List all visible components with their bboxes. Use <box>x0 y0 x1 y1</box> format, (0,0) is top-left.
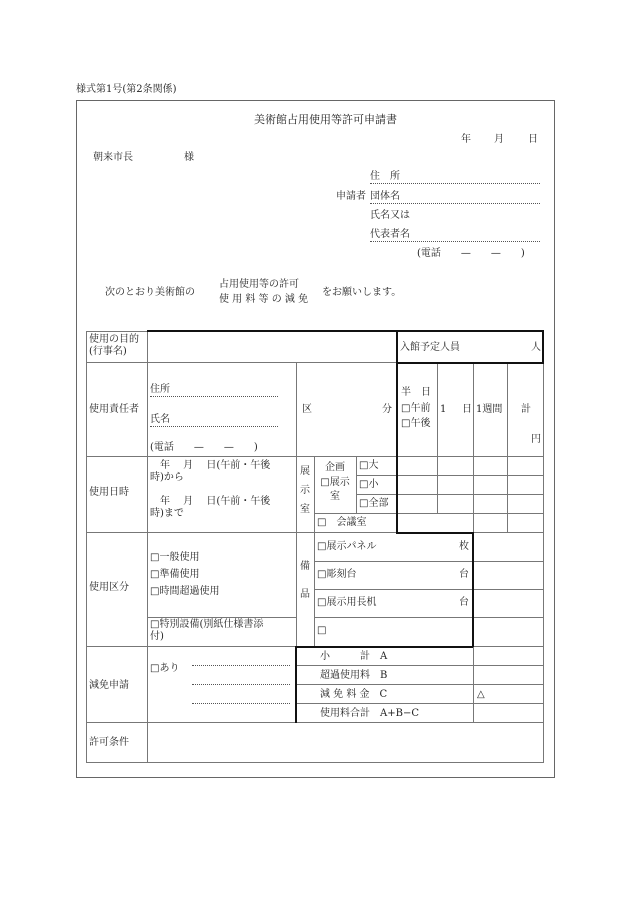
manager-address-label: 住所 <box>150 384 170 395</box>
date-to: 年 月 日(午前・午後 時)まで <box>150 496 271 519</box>
reduction-label: 減免申請 <box>89 680 129 691</box>
reduction-yes-checkbox[interactable]: □あり <box>150 663 180 674</box>
usage-overtime-checkbox[interactable]: □時間超過使用 <box>150 586 220 597</box>
applicant-phone: (電話 — — ) <box>417 248 525 259</box>
usage-general-checkbox[interactable]: □一般使用 <box>150 552 200 563</box>
planning-exhibit-room-checkbox[interactable]: 企画 □展示 室 <box>320 462 350 502</box>
reduction-amount-label: 減 免 料 金 C <box>320 689 388 700</box>
dates-label: 使用日時 <box>89 487 129 498</box>
room-size-large-checkbox[interactable]: □大 <box>359 460 379 471</box>
total-label: 計 <box>521 404 531 415</box>
manager-phone: (電話 — — ) <box>150 442 258 453</box>
date-year: 年 <box>461 134 471 145</box>
date-from: 年 月 日(午前・午後 時)から <box>150 460 271 483</box>
group-line <box>370 203 540 204</box>
usage-label: 使用区分 <box>89 582 129 593</box>
request-tail: をお願いします。 <box>322 287 402 298</box>
representative-line <box>370 241 540 242</box>
equip-other-checkbox[interactable]: □ <box>317 625 327 636</box>
fee-total-label: 使用料合計 A+B−C <box>320 708 419 719</box>
request-option-reduction: 使 用 料 等 の 減 免 <box>219 294 309 305</box>
request-lead: 次のとおり美術館の <box>105 287 195 298</box>
visitors-label: 入館予定人員 <box>400 342 460 353</box>
manager-label: 使用責任者 <box>89 404 139 415</box>
subtotal-label: 小 計 A <box>320 651 388 662</box>
form-title: 美術館占用使用等許可申請書 <box>254 113 397 126</box>
form-number: 様式第1号(第2条関係) <box>76 84 177 95</box>
visitors-count-field[interactable] <box>386 338 394 352</box>
addressee-name: 朝来市長 <box>93 152 133 163</box>
equip-panel-checkbox[interactable]: □展示パネル <box>317 541 377 552</box>
date-month: 月 <box>494 134 504 145</box>
equip-desk-unit: 台 <box>459 597 469 608</box>
applicant-address-label: 住 所 <box>370 171 400 182</box>
period-one-day-num: 1 <box>440 404 447 415</box>
equip-sculpture-checkbox[interactable]: □彫刻台 <box>317 569 357 580</box>
period-half-day: 半 日 <box>401 387 431 398</box>
division-label: 区 <box>302 404 312 415</box>
equip-panel-unit: 枚 <box>459 541 469 552</box>
applicant-name-label: 氏名又は <box>370 210 410 221</box>
address-line <box>370 183 540 184</box>
period-am-checkbox[interactable]: □午前 <box>401 403 431 414</box>
division-label-2: 分 <box>382 404 392 415</box>
room-size-small-checkbox[interactable]: □小 <box>359 479 379 490</box>
applicant-representative-label: 代表者名 <box>370 229 410 240</box>
overtime-fee-label: 超過使用料 B <box>320 670 388 681</box>
equip-sculpture-unit: 台 <box>459 569 469 580</box>
purpose-label: 使用の目的 (行事名) <box>89 334 139 357</box>
equip-desk-checkbox[interactable]: □展示用長机 <box>317 597 377 608</box>
equipment-label: 備 品 <box>300 561 310 600</box>
visitors-unit: 人 <box>531 342 541 353</box>
usage-special-checkbox[interactable]: □特別設備(別紙仕様書添 付) <box>150 619 264 642</box>
period-pm-checkbox[interactable]: □午後 <box>401 418 431 429</box>
reduction-symbol: △ <box>477 689 485 700</box>
total-unit: 円 <box>531 434 541 445</box>
manager-name-label: 氏名 <box>150 414 170 425</box>
period-week: 1週間 <box>476 404 503 415</box>
date-day: 日 <box>528 134 538 145</box>
meeting-room-checkbox[interactable]: □ 会議室 <box>317 517 367 528</box>
usage-prep-checkbox[interactable]: □準備使用 <box>150 569 200 580</box>
period-one-day: 日 <box>462 404 472 415</box>
applicant-label: 申請者 <box>336 191 366 202</box>
applicant-group-label: 団体名 <box>370 191 400 202</box>
exhibit-room-label: 展 示 室 <box>300 466 310 515</box>
conditions-label: 許可条件 <box>89 737 129 748</box>
request-option-permit: 占用使用等の許可 <box>219 279 299 290</box>
addressee-honorific: 様 <box>184 152 194 163</box>
room-size-all-checkbox[interactable]: □全部 <box>359 498 389 509</box>
